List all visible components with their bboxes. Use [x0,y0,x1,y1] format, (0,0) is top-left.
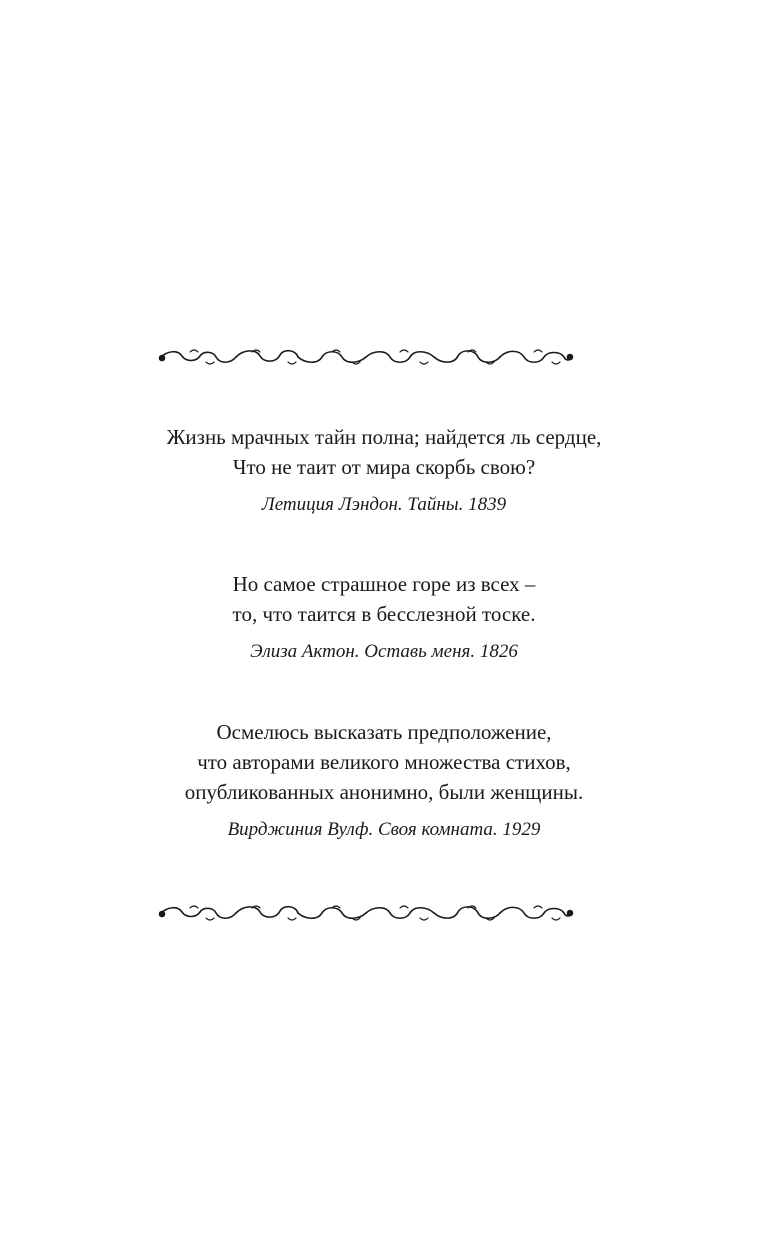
verse-line: то, что таится в бесслезной тоске. [232,602,536,626]
verse-line: что авторами великого множества стихов, [197,750,571,774]
flourish-divider-bottom-icon [156,902,576,924]
attribution: Летиция Лэндон. Тайны. 1839 [261,494,507,515]
attribution: Элиза Актон. Оставь меня. 1826 [250,641,518,662]
attribution: Вирджиния Вулф. Своя комната. 1929 [227,819,541,840]
verse-line: Жизнь мрачных тайн полна; найдется ль сердце, [166,425,602,449]
epigraph-landon [0,422,768,518]
flourish-divider-top-icon [156,346,576,368]
verse-line: Осмелюсь высказать предположение, [216,720,552,744]
epigraph-acton [0,569,768,665]
verse-line: Но самое страшное горе из всех – [232,572,536,596]
verse-line: опубликованных анонимно, были женщины. [184,780,584,804]
verse-line: Что не таит от мира скорбь свою? [232,455,536,479]
epigraph-woolf [0,717,768,843]
